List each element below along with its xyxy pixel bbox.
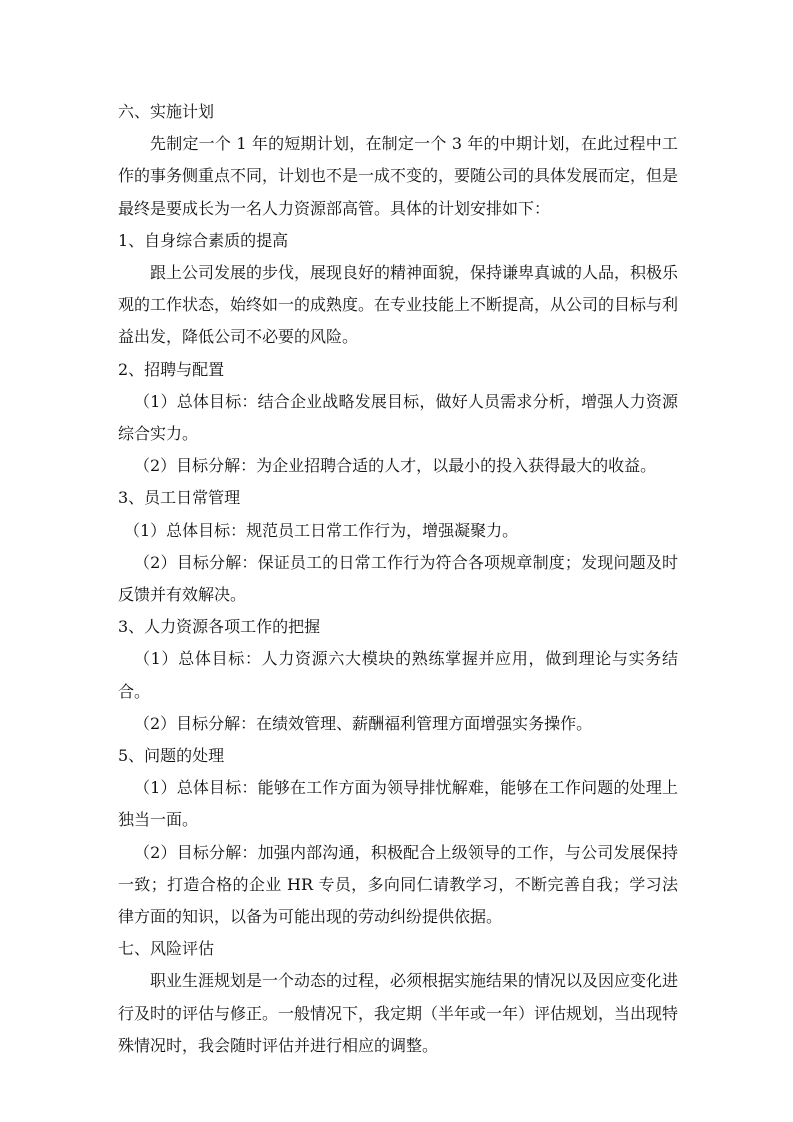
subsection-heading: 3、人力资源各项工作的把握 bbox=[118, 617, 321, 637]
body-paragraph: 职业生涯规划是一个动态的过程，必须根据实施结果的情况以及因应变化进行及时的评估与修正。一般情况下，我定期（半年或一年）评估规划，当出现特殊情况时，我会随时评估并进行相应的调整。 bbox=[118, 971, 679, 1055]
goal-item: （1）总体目标：能够在工作方面为领导排忧解难，能够在工作问题的处理上独当一面。 bbox=[118, 778, 678, 830]
goal-item: （2）目标分解：保证员工的日常工作行为符合各项规章制度；发现问题及时反馈并有效解决。 bbox=[118, 552, 678, 605]
body-paragraph: 先制定一个 1 年的短期计划，在制定一个 3 年的中期计划，在此过程中工作的事务侧重点不同，计划也不是一成不变的，要随公司的具体发展而定，但是最终是要成长为一名人力资源部高管。具体的计划安排如下： bbox=[118, 134, 679, 218]
goal-item: （1）总体目标：规范员工日常工作行为，增强凝聚力。 bbox=[124, 520, 519, 540]
goal-item: （1）总体目标：结合企业战略发展目标，做好人员需求分析，增强人力资源综合实力。 bbox=[118, 391, 678, 444]
subsection-heading: 5、问题的处理 bbox=[118, 746, 225, 766]
section-heading: 七、风险评估 bbox=[118, 939, 215, 959]
document-body bbox=[118, 96, 678, 1062]
body-paragraph: 跟上公司发展的步伐，展现良好的精神面貌，保持谦卑真诚的人品，积极乐观的工作状态，始终如一的成熟度。在专业技能上不断提高，从公司的目标与利益出发，降低公司不必要的风险。 bbox=[118, 263, 679, 347]
goal-item: （2）目标分解：在绩效管理、薪酬福利管理方面增强实务操作。 bbox=[134, 713, 593, 733]
subsection-heading: 2、招聘与配置 bbox=[118, 359, 225, 379]
subsection-heading: 3、员工日常管理 bbox=[118, 488, 241, 508]
goal-item: （2）目标分解：加强内部沟通，积极配合上级领导的工作，与公司发展保持一致；打造合格的企业 HR 专员，多向同仁请教学习，不断完善自我；学习法律方面的知识，以备为可能出现的劳动纠纷提供依据。 bbox=[118, 842, 678, 927]
section-heading: 六、实施计划 bbox=[118, 102, 215, 121]
subsection-heading: 1、自身综合素质的提高 bbox=[118, 230, 289, 250]
goal-item: （1）总体目标：人力资源六大模块的熟练掌握并应用，做到理论与实务结合。 bbox=[118, 649, 678, 701]
goal-item: （2）目标分解：为企业招聘合适的人才，以最小的投入获得最大的收益。 bbox=[134, 456, 657, 476]
